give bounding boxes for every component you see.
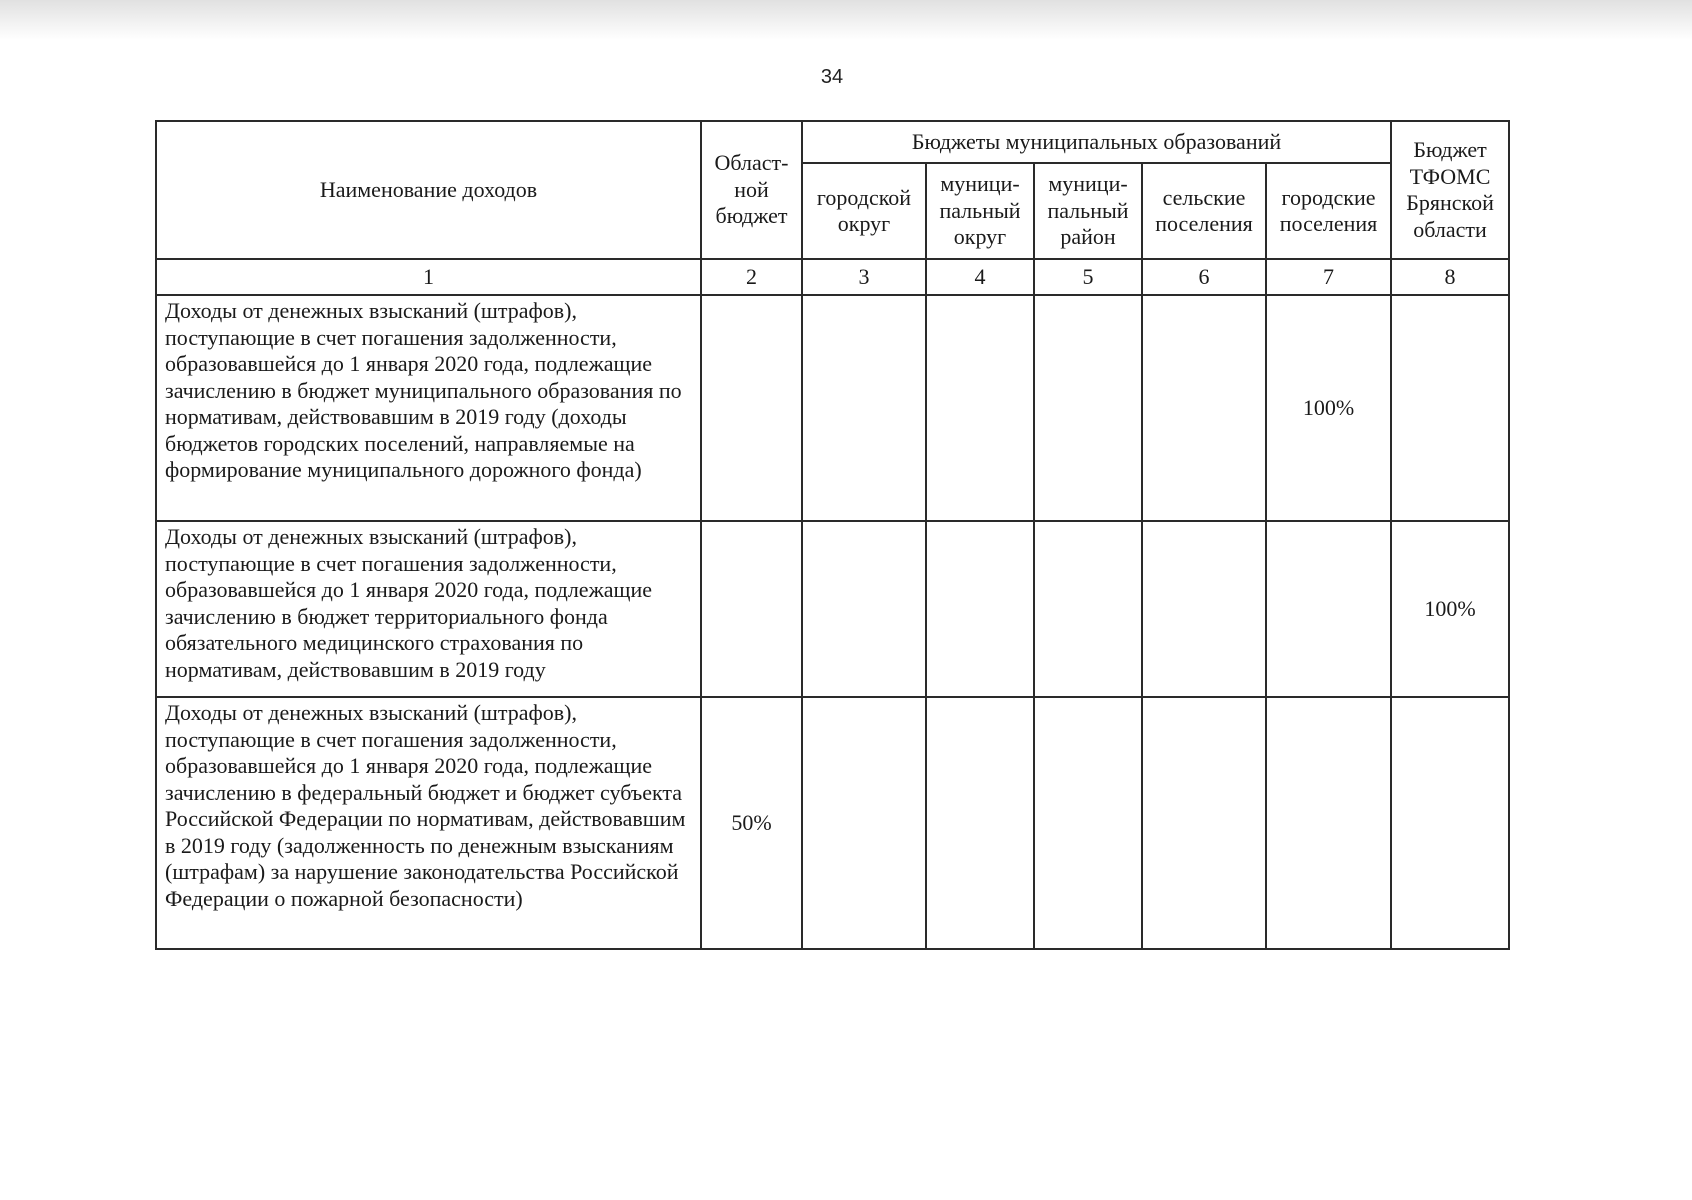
header-name: Наименование доходов bbox=[156, 121, 701, 259]
header-urban-settlements: городские поселения bbox=[1266, 163, 1391, 259]
value-cell bbox=[1142, 521, 1266, 697]
column-number-row bbox=[156, 259, 1509, 295]
header-municipal-budgets: Бюджеты муниципальных образований bbox=[802, 121, 1391, 163]
revenue-name-cell: Доходы от денежных взысканий (штрафов), поступающие в счет погашения задолженности, образовавшейся до 1 января 2020 года, подлежащие зачислению в бюджет муниципального образования по нормативам, действовавшим в 2019 году (доходы бюджетов городских поселений, направляемые на формирование муниципального дорожного фонда) bbox=[156, 295, 701, 521]
header-regional-budget: Област- ной бюджет bbox=[701, 121, 802, 259]
header-city-district: городской округ bbox=[802, 163, 926, 259]
value-cell bbox=[701, 521, 802, 697]
value-cell bbox=[802, 521, 926, 697]
value-cell bbox=[1142, 295, 1266, 521]
column-number: 4 bbox=[926, 259, 1034, 295]
column-number: 2 bbox=[701, 259, 802, 295]
value-cell bbox=[802, 697, 926, 949]
column-number: 1 bbox=[156, 259, 701, 295]
scan-shadow bbox=[0, 0, 1692, 40]
table-row bbox=[156, 295, 1509, 521]
value-cell bbox=[1034, 295, 1142, 521]
value-cell: 50% bbox=[701, 697, 802, 949]
column-number: 7 bbox=[1266, 259, 1391, 295]
header-municipal-district: муници- пальный округ bbox=[926, 163, 1034, 259]
revenue-distribution-table bbox=[155, 120, 1510, 950]
value-cell bbox=[701, 295, 802, 521]
value-cell bbox=[802, 295, 926, 521]
value-cell bbox=[1266, 521, 1391, 697]
header-rural-settlements: сельские поселения bbox=[1142, 163, 1266, 259]
value-cell bbox=[1034, 697, 1142, 949]
header-municipal-area: муници- пальный район bbox=[1034, 163, 1142, 259]
table-row bbox=[156, 697, 1509, 949]
value-cell bbox=[926, 521, 1034, 697]
page-number: 34 bbox=[820, 66, 844, 88]
value-cell: 100% bbox=[1391, 521, 1509, 697]
revenue-name-cell: Доходы от денежных взысканий (штрафов), поступающие в счет погашения задолженности, образовавшейся до 1 января 2020 года, подлежащие зачислению в бюджет территориального фонда обязательного медицинского страхования по нормативам, действовавшим в 2019 году bbox=[156, 521, 701, 697]
value-cell bbox=[1142, 697, 1266, 949]
value-cell bbox=[1391, 295, 1509, 521]
value-cell: 100% bbox=[1266, 295, 1391, 521]
column-number: 6 bbox=[1142, 259, 1266, 295]
column-number: 8 bbox=[1391, 259, 1509, 295]
column-number: 5 bbox=[1034, 259, 1142, 295]
value-cell bbox=[1391, 697, 1509, 949]
revenue-name-cell: Доходы от денежных взысканий (штрафов), поступающие в счет погашения задолженности, образовавшейся до 1 января 2020 года, подлежащие зачислению в федеральный бюджет и бюджет субъекта Российской Федерации по нормативам, действовавшим в 2019 году (задолженность по денежным взысканиям (штрафам) за нарушение законодательства Российской Федерации о пожарной безопасности) bbox=[156, 697, 701, 949]
value-cell bbox=[926, 295, 1034, 521]
header-tfoms-budget: Бюджет ТФОМС Брянской области bbox=[1391, 121, 1509, 259]
value-cell bbox=[1266, 697, 1391, 949]
header-row-1 bbox=[156, 121, 1509, 163]
column-number: 3 bbox=[802, 259, 926, 295]
value-cell bbox=[1034, 521, 1142, 697]
value-cell bbox=[926, 697, 1034, 949]
table-row bbox=[156, 521, 1509, 697]
